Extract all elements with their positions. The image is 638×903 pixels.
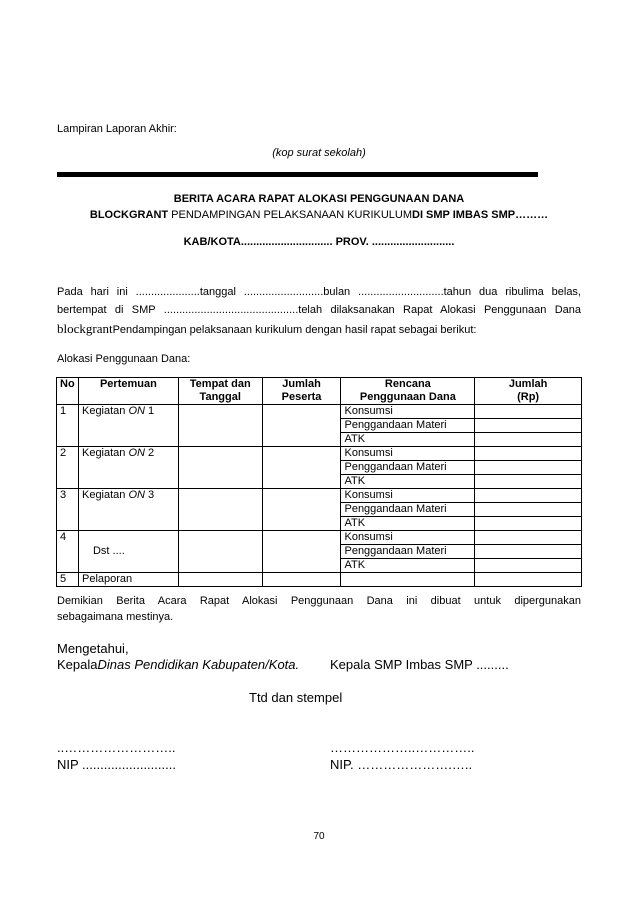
closing-line-1: Demikian Berita Acara Rapat Alokasi Penggunaan Dana ini dibuat untuk dipergunakan xyxy=(57,595,581,607)
amount-cell xyxy=(475,447,582,461)
row-peserta xyxy=(262,573,341,587)
amount-cell xyxy=(475,517,582,531)
item-penggandaan: Penggandaan Materi xyxy=(341,461,475,475)
item-atk: ATK xyxy=(341,517,475,531)
item-atk: ATK xyxy=(341,559,475,573)
amount-cell xyxy=(475,475,582,489)
col-header-no: No xyxy=(57,378,79,405)
kepala-smp-label: Kepala SMP Imbas SMP ......... xyxy=(330,657,509,672)
row-no: 2 xyxy=(57,447,79,489)
kegiatan-on: ON xyxy=(128,489,145,501)
item-penggandaan: Penggandaan Materi xyxy=(341,545,475,559)
page-number: 70 xyxy=(313,831,325,842)
title-smp-imbas: DI SMP IMBAS SMP……… xyxy=(412,209,549,221)
title-line-3: KAB/KOTA.............................. PROV. ........................... xyxy=(183,236,455,248)
col-header-rencana-2: Penggunaan Dana xyxy=(359,391,456,403)
kop-surat: (kop surat sekolah) xyxy=(272,147,366,159)
row-no: 4 xyxy=(57,531,79,573)
amount-cell xyxy=(475,433,582,447)
kegiatan-number: 3 xyxy=(144,489,155,501)
col-header-rencana-1: Rencana xyxy=(384,378,431,390)
amount-cell xyxy=(475,419,582,433)
kegiatan-number: 1 xyxy=(144,405,155,417)
amount-cell xyxy=(475,461,582,475)
nip-right: NIP. ………………….….. xyxy=(330,757,473,772)
amount-cell xyxy=(475,503,582,517)
signature-line-left: ..…………………….. xyxy=(57,740,176,755)
table-row xyxy=(57,489,582,503)
allocation-table xyxy=(56,377,582,587)
row-tempat xyxy=(178,531,262,573)
kepala-word: Kepala xyxy=(57,657,98,672)
kegiatan-label: Kegiatan xyxy=(81,447,129,459)
col-header-tempat-1: Tempat dan xyxy=(189,378,251,390)
ttd-stempel: Ttd dan stempel xyxy=(249,690,343,705)
row-kegiatan xyxy=(78,489,178,531)
table-header-row xyxy=(57,378,582,405)
title-line-1: BERITA ACARA RAPAT ALOKASI PENGGUNAAN DANA xyxy=(173,193,465,205)
item-konsumsi: Konsumsi xyxy=(341,489,475,503)
table-row xyxy=(57,531,582,545)
col-header-tempat-2: Tanggal xyxy=(199,391,241,403)
row-tempat xyxy=(178,489,262,531)
col-header-tempat xyxy=(178,378,262,405)
item-konsumsi: Konsumsi xyxy=(341,531,475,545)
closing-paragraph xyxy=(57,589,581,613)
lampiran-label: Lampiran Laporan Akhir: xyxy=(57,123,177,135)
col-header-pertemuan: Pertemuan xyxy=(78,378,178,405)
title-blockgrant: BLOCKGRANT xyxy=(89,209,169,221)
alokasi-label: Alokasi Penggunaan Dana: xyxy=(57,353,191,365)
paragraph-line-3 xyxy=(57,321,476,337)
item-konsumsi: Konsumsi xyxy=(341,447,475,461)
amount-cell xyxy=(475,559,582,573)
kegiatan-number: 2 xyxy=(144,447,155,459)
dinas-pendidikan: Dinas Pendidikan Kabupaten/Kota. xyxy=(97,657,300,672)
col-header-jumlah-rp xyxy=(475,378,582,405)
title-pendampingan: PENDAMPINGAN PELAKSANAAN KURIKULUM xyxy=(168,209,412,221)
amount-cell xyxy=(475,405,582,419)
row-no: 5 xyxy=(57,573,79,587)
row-rencana xyxy=(341,573,475,587)
kegiatan-on: ON xyxy=(128,447,145,459)
kegiatan-on: ON xyxy=(128,405,145,417)
kegiatan-label: Kegiatan xyxy=(81,489,129,501)
row-tempat xyxy=(178,447,262,489)
row-peserta xyxy=(262,531,341,573)
paragraph-line-3-rest: Pendampingan pelaksanaan kurikulum dengan hasil rapat sebagai berikut: xyxy=(112,324,477,336)
item-penggandaan: Penggandaan Materi xyxy=(341,503,475,517)
row-kegiatan xyxy=(78,447,178,489)
row-peserta xyxy=(262,489,341,531)
header-rule xyxy=(57,172,538,177)
row-tempat xyxy=(178,573,262,587)
mengetahui-label: Mengetahui, xyxy=(57,641,129,656)
row-tempat xyxy=(178,405,262,447)
table-row xyxy=(57,405,582,419)
item-atk: ATK xyxy=(341,433,475,447)
nip-left: NIP .......................... xyxy=(57,757,176,772)
kegiatan-label: Kegiatan xyxy=(81,405,129,417)
table-row xyxy=(57,573,582,587)
table-row xyxy=(57,447,582,461)
row-peserta xyxy=(262,405,341,447)
signature-line-right: ………………..………….. xyxy=(330,740,475,755)
row-kegiatan: Pelaporan xyxy=(78,573,178,587)
row-no: 1 xyxy=(57,405,79,447)
amount-cell xyxy=(475,573,582,587)
kepala-dinas-label xyxy=(57,657,299,672)
row-kegiatan xyxy=(78,405,178,447)
col-header-jumlah-peserta xyxy=(262,378,341,405)
row-no: 3 xyxy=(57,489,79,531)
col-header-rp-2: (Rp) xyxy=(517,391,540,403)
item-penggandaan: Penggandaan Materi xyxy=(341,419,475,433)
title-line-2 xyxy=(0,209,638,221)
row-kegiatan: Dst .... xyxy=(78,531,178,573)
opening-paragraph xyxy=(57,283,581,319)
col-header-jumlah-2: Peserta xyxy=(281,391,322,403)
col-header-rp-1: Jumlah xyxy=(508,378,548,390)
paragraph-line-1: Pada hari ini .....................tanggal ..........................bulan ............................tahun dua ribulima belas, xyxy=(57,286,581,298)
paragraph-line-2: bertempat di SMP ............................................telah dilaksanakan Rapat Alokasi Penggunaan Dana xyxy=(57,304,581,316)
closing-line-2: sebagaimana mestinya. xyxy=(57,611,174,623)
row-peserta xyxy=(262,447,341,489)
amount-cell xyxy=(475,489,582,503)
col-header-rencana xyxy=(341,378,475,405)
amount-cell xyxy=(475,531,582,545)
col-header-jumlah-1: Jumlah xyxy=(282,378,321,390)
blockgrant-word: blockgrant xyxy=(57,321,113,336)
amount-cell xyxy=(475,545,582,559)
item-atk: ATK xyxy=(341,475,475,489)
item-konsumsi: Konsumsi xyxy=(341,405,475,419)
